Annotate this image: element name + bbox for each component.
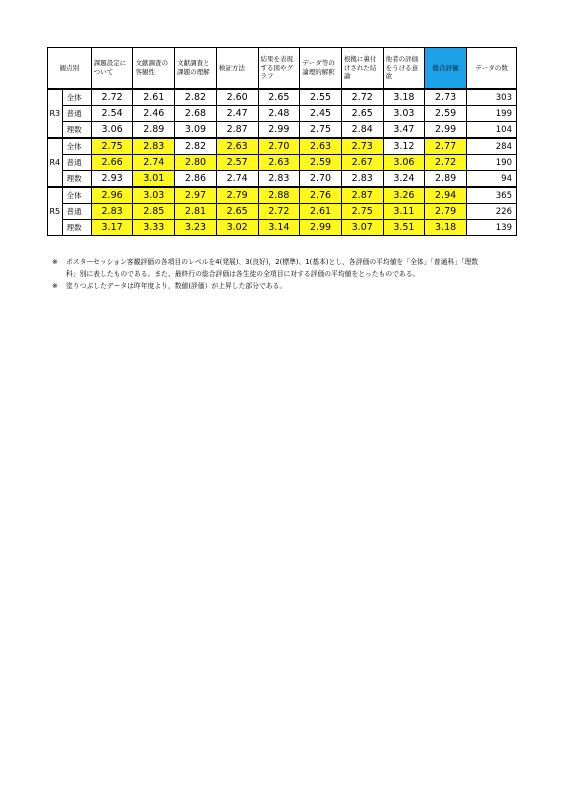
score-cell: 2.83 [133, 138, 175, 155]
score-cell: 2.82 [175, 138, 217, 155]
score-cell: 2.60 [216, 89, 258, 106]
score-cell: 2.81 [175, 204, 217, 220]
score-cell: 2.99 [300, 220, 342, 236]
score-cell: 3.06 [91, 122, 133, 139]
score-cell: 2.83 [91, 204, 133, 220]
table-row [48, 106, 517, 122]
footnote [52, 280, 482, 292]
column-header: データ等の論理的解釈 [300, 48, 342, 90]
table-row [48, 171, 517, 188]
score-cell: 2.86 [175, 171, 217, 188]
score-cell: 2.96 [91, 187, 133, 204]
score-cell: 2.97 [175, 187, 217, 204]
score-cell: 3.47 [383, 122, 425, 139]
note-mark: ※ [52, 258, 58, 266]
score-cell: 2.67 [341, 155, 383, 171]
score-cell: 2.85 [133, 204, 175, 220]
score-cell: 2.83 [341, 171, 383, 188]
column-header: 課題設定について [91, 48, 133, 90]
table-row [48, 155, 517, 171]
score-cell: 3.17 [91, 220, 133, 236]
score-cell: 2.54 [91, 106, 133, 122]
score-cell: 3.26 [383, 187, 425, 204]
score-cell: 2.63 [300, 138, 342, 155]
data-count-cell: 226 [466, 204, 516, 220]
group-label: 普通 [62, 155, 91, 171]
group-label: 理数 [62, 220, 91, 236]
score-cell: 2.63 [216, 138, 258, 155]
score-cell: 2.88 [258, 187, 300, 204]
data-count-cell: 303 [466, 89, 516, 106]
column-header: 検証方法 [216, 48, 258, 90]
score-cell: 2.66 [91, 155, 133, 171]
overall-score-cell: 3.18 [425, 220, 467, 236]
score-cell: 3.23 [175, 220, 217, 236]
footnotes [52, 256, 482, 292]
group-label: 普通 [62, 204, 91, 220]
score-cell: 3.14 [258, 220, 300, 236]
group-label: 理数 [62, 122, 91, 139]
table-row [48, 204, 517, 220]
score-cell: 3.03 [133, 187, 175, 204]
score-cell: 2.83 [258, 171, 300, 188]
year-label: R4 [48, 138, 63, 187]
footnote [52, 256, 482, 280]
overall-score-cell: 2.79 [425, 204, 467, 220]
overall-score-header: 総合評価 [425, 48, 467, 90]
data-count-cell: 284 [466, 138, 516, 155]
score-cell: 2.89 [133, 122, 175, 139]
year-group-r3 [48, 89, 517, 138]
group-label: 普通 [62, 106, 91, 122]
year-label: R5 [48, 187, 63, 236]
table-row [48, 122, 517, 139]
score-cell: 3.09 [175, 122, 217, 139]
table-row [48, 138, 517, 155]
score-cell: 2.73 [341, 138, 383, 155]
score-cell: 2.84 [341, 122, 383, 139]
corner-header: 観点別 [48, 48, 92, 90]
data-count-cell: 139 [466, 220, 516, 236]
score-cell: 3.03 [383, 106, 425, 122]
score-cell: 2.82 [175, 89, 217, 106]
column-header: 根拠に裏付けされた結論 [341, 48, 383, 90]
score-cell: 2.75 [91, 138, 133, 155]
header-row [48, 48, 517, 90]
score-cell: 2.80 [175, 155, 217, 171]
score-cell: 2.65 [216, 204, 258, 220]
year-group-r4 [48, 138, 517, 187]
evaluation-table [47, 47, 517, 236]
score-cell: 2.65 [341, 106, 383, 122]
score-cell: 3.33 [133, 220, 175, 236]
score-cell: 2.74 [216, 171, 258, 188]
score-cell: 2.65 [258, 89, 300, 106]
score-cell: 3.11 [383, 204, 425, 220]
score-cell: 3.51 [383, 220, 425, 236]
score-cell: 2.76 [300, 187, 342, 204]
data-count-cell: 94 [466, 171, 516, 188]
score-cell: 3.06 [383, 155, 425, 171]
group-label: 全体 [62, 89, 91, 106]
score-cell: 2.87 [341, 187, 383, 204]
score-cell: 2.48 [258, 106, 300, 122]
table-row [48, 187, 517, 204]
overall-score-cell: 2.73 [425, 89, 467, 106]
score-cell: 2.72 [341, 89, 383, 106]
score-cell: 2.68 [175, 106, 217, 122]
overall-score-cell: 2.72 [425, 155, 467, 171]
score-cell: 2.70 [300, 171, 342, 188]
score-cell: 3.18 [383, 89, 425, 106]
score-cell: 2.99 [258, 122, 300, 139]
overall-score-cell: 2.59 [425, 106, 467, 122]
data-count-cell: 199 [466, 106, 516, 122]
score-cell: 2.70 [258, 138, 300, 155]
score-cell: 2.46 [133, 106, 175, 122]
overall-score-cell: 2.99 [425, 122, 467, 139]
score-cell: 2.79 [216, 187, 258, 204]
score-cell: 3.02 [216, 220, 258, 236]
score-cell: 3.07 [341, 220, 383, 236]
year-label: R3 [48, 89, 63, 138]
table-row [48, 220, 517, 236]
score-cell: 2.61 [300, 204, 342, 220]
score-cell: 2.55 [300, 89, 342, 106]
score-cell: 2.57 [216, 155, 258, 171]
score-cell: 2.72 [91, 89, 133, 106]
score-cell: 2.75 [341, 204, 383, 220]
column-header: 他者の評価をうける意欲 [383, 48, 425, 90]
group-label: 理数 [62, 171, 91, 188]
data-count-cell: 190 [466, 155, 516, 171]
column-header: 結果を表現する図やグラフ [258, 48, 300, 90]
score-cell: 2.93 [91, 171, 133, 188]
score-cell: 3.24 [383, 171, 425, 188]
overall-score-cell: 2.89 [425, 171, 467, 188]
data-count-cell: 104 [466, 122, 516, 139]
score-cell: 2.75 [300, 122, 342, 139]
note-text: ポスターセッション客観評価の各項目のレベルを4(発展)、3(良好)，2(標準)、1(基本)とし，各評価の平均値を「全体」「普通科」「理数科」別に表したものである。また、最終行の総合評価は各生徒の全項目に対する評価の平均値をとったものである。 [66, 258, 479, 278]
group-label: 全体 [62, 187, 91, 204]
data-count-header: データの数 [466, 48, 516, 90]
column-header: 文献調査と課題の理解 [175, 48, 217, 90]
score-cell: 2.45 [300, 106, 342, 122]
score-cell: 2.63 [258, 155, 300, 171]
note-mark: ※ [52, 282, 58, 290]
score-cell: 3.01 [133, 171, 175, 188]
data-count-cell: 365 [466, 187, 516, 204]
group-label: 全体 [62, 138, 91, 155]
overall-score-cell: 2.77 [425, 138, 467, 155]
note-text: 塗りつぶしたデータは昨年度より，数値(評価）が上昇した部分である。 [66, 282, 287, 290]
year-group-r5 [48, 187, 517, 236]
table-row [48, 89, 517, 106]
score-cell: 3.12 [383, 138, 425, 155]
score-cell: 2.87 [216, 122, 258, 139]
score-cell: 2.61 [133, 89, 175, 106]
column-header: 文献調査の客観性 [133, 48, 175, 90]
score-cell: 2.47 [216, 106, 258, 122]
score-cell: 2.72 [258, 204, 300, 220]
overall-score-cell: 2.94 [425, 187, 467, 204]
score-cell: 2.59 [300, 155, 342, 171]
score-cell: 2.74 [133, 155, 175, 171]
